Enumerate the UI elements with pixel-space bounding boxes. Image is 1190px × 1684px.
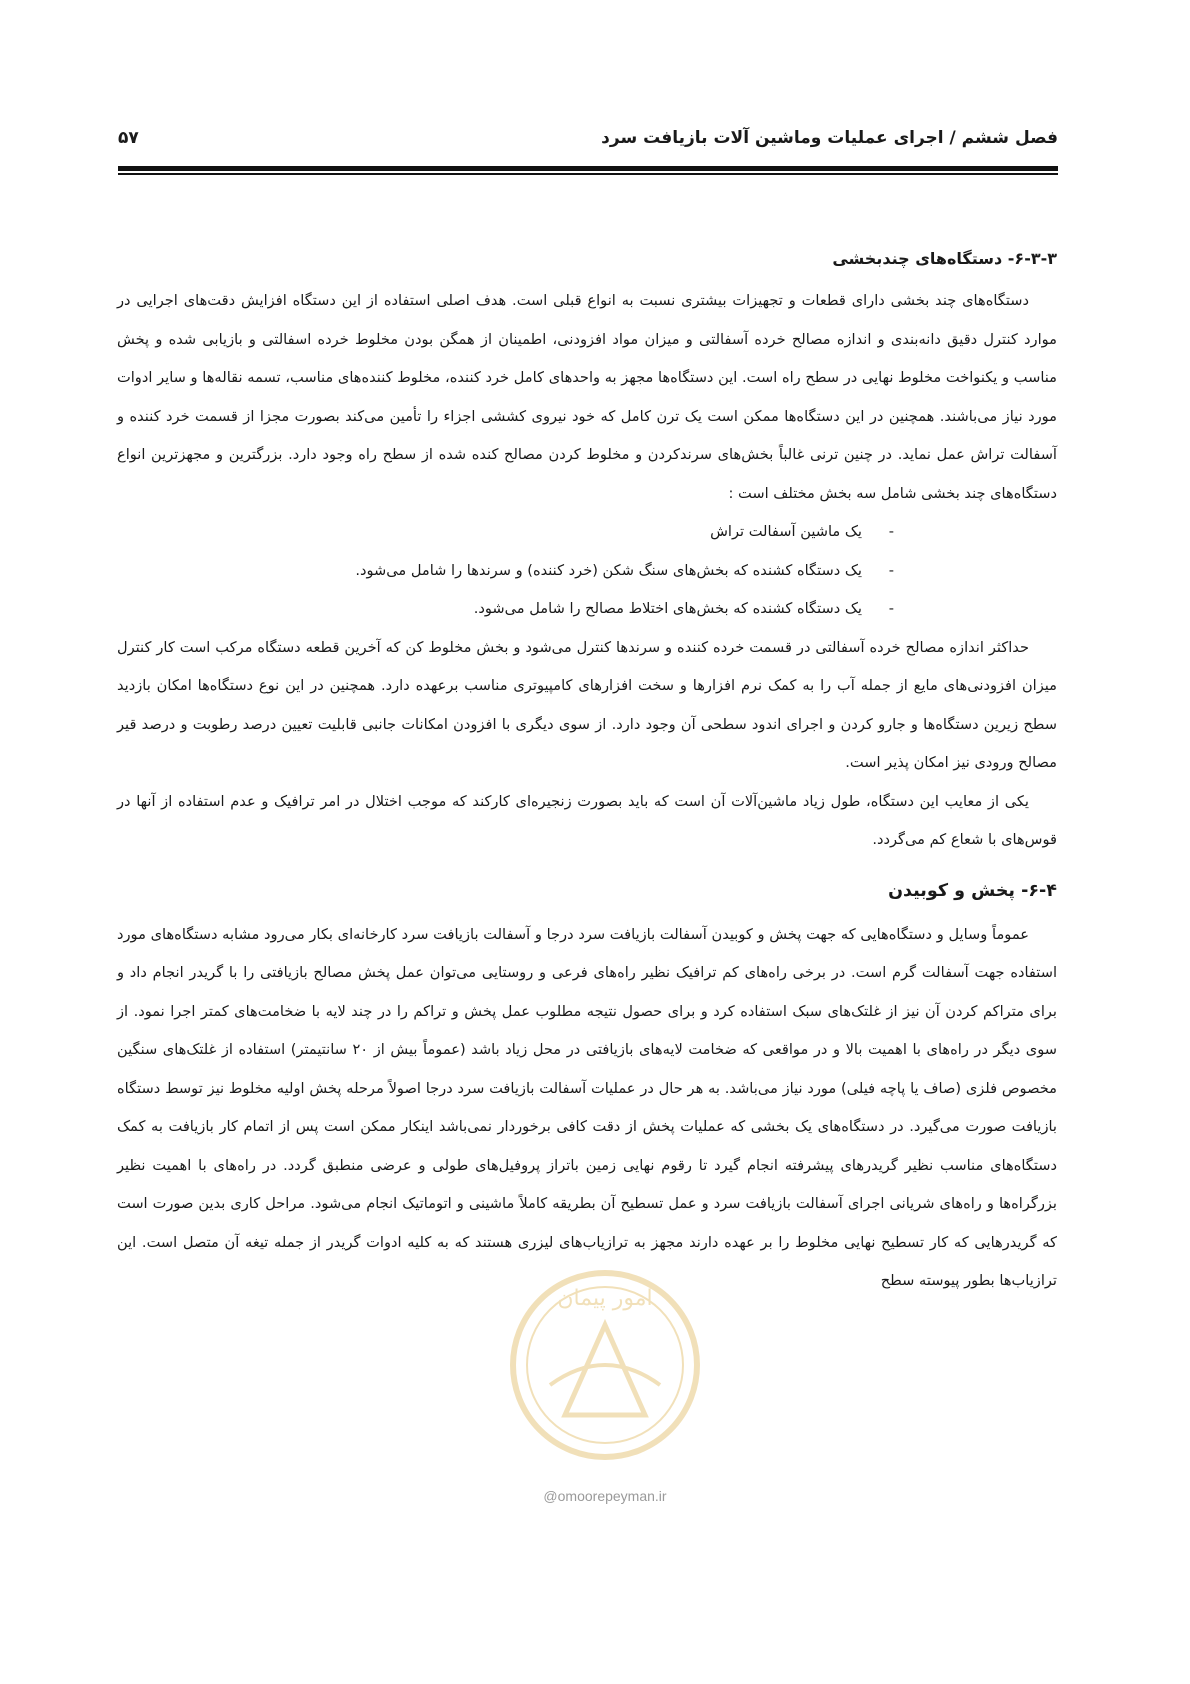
header-rule-thick (118, 166, 1058, 171)
list-item-text: یک دستگاه کشنده که بخش‌های سنگ شکن (خرد کننده) و سرندها را شامل می‌شود. (355, 561, 862, 579)
header-rule-thin (118, 173, 1058, 175)
body-paragraph: یکی از معایب این دستگاه، طول زیاد ماشین‌آلات آن است که باید بصورت زنجیره‌ای کارکند که موجب اختلال در امر ترافیک و عدم استفاده از آنها در قوس‌های با شعاع کم می‌گردد. (117, 792, 1057, 848)
list-item-text: یک ماشین آسفالت تراش (710, 523, 862, 540)
chapter-title: فصل ششم / اجرای عملیات وماشین آلات بازیافت سرد (601, 128, 1058, 148)
watermark-url: @omoorepeyman.ir (543, 1488, 667, 1504)
watermark-logo-text: امور پیمان (557, 1286, 653, 1311)
page-number: ۵۷ (118, 128, 139, 148)
section-heading-spreading: ۶-۴- پخش و کوبیدن (888, 880, 1057, 901)
list-item (117, 552, 1057, 591)
list-dash: - (888, 523, 894, 540)
body-paragraph: حداکثر اندازه مصالح خرده آسفالتی در قسمت خرده کننده و سرندها کنترل می‌شود و بخش مخلوط کن که آخرین قطعه دستگاه مرکب است کار کنترل میزان افزودنی‌های مایع از جمله آب را به کمک نرم افزارها و سخت افزارهای کامپیوتری مناسب برعهده دارد. همچنین در این نوع دستگاه‌ها امکان بازدید سطح زیرین دستگاه‌ها و جارو کردن و اجرای اندود سطحی آن وجود دارد. از سوی دیگری با افزودن امکانات جانبی قابلیت تعیین درصد رطوبت و درصد قیر مصالح ورودی نیز امکان پذیر است. (117, 638, 1057, 771)
section-heading-multi-part: ۶-۳-۳- دستگاه‌های چندبخشی (832, 249, 1057, 268)
page-body (117, 242, 1057, 1301)
body-paragraph: دستگاه‌های چند بخشی دارای قطعات و تجهیزات بیشتری نسبت به انواع قبلی است. هدف اصلی استفاده از این دستگاه افزایش دقت‌های اجرایی در موارد کنترل دقیق دانه‌بندی و اندازه مصالح خرده آسفالتی و میزان مواد افزودنی، اطمینان از همگن بودن مخلوط خرده اسفالتی و بازیابی شده و پخش مناسب و یکنواخت مخلوط نهایی در سطح راه است. این دستگاه‌ها مجهز به واحدهای کامل خرد کننده، مخلوط کننده‌های مناسب، تسمه نقاله‌ها و سایر ادوات مورد نیاز می‌باشند. همچنین در این دستگاه‌ها ممکن است یک ترن کامل که خود نیروی کششی اجزاء را تأمین می‌کند بصورت مجزا از قسمت خرد کننده و آسفالت تراش عمل نماید. در چنین ترنی غالباً بخش‌های سرندکردن و مخلوط کردن مصالح کنده شده از سطح راه وجود دارد. بزرگترین و مجهزترین انواع دستگاه‌های چند بخشی شامل سه بخش مختلف است : (117, 292, 1057, 502)
list-item-text: یک دستگاه کشنده که بخش‌های اختلاط مصالح را شامل می‌شود. (473, 600, 862, 617)
list-dash: - (888, 600, 894, 617)
list-item (117, 513, 1057, 552)
body-paragraph: عموماً وسایل و دستگاه‌هایی که جهت پخش و کوبیدن آسفالت بازیافت سرد درجا و آسفالت بازیافت سرد کارخانه‌ای بکار می‌رود مشابه دستگاه‌های مورد استفاده جهت آسفالت گرم است. در برخی راه‌های کم ترافیک نظیر راه‌های فرعی و روستایی می‌توان عمل پخش مصالح بازیافتی را با گریدر انجام داد و برای متراکم کردن آن نیز از غلتک‌های سبک استفاده کرد و برای حصول نتیجه مطلوب عمل پخش و تراکم را در چند لایه با ضخامت‌های کمتر اجرا نمود. از سوی دیگر در راه‌های با اهمیت بالا و در مواقعی که ضخامت لایه‌های بازیافتی در محل زیاد باشد (عموماً بیش از ۲۰ سانتیمتر) استفاده از غلتک‌های سنگین مخصوص فلزی (صاف یا پاچه فیلی) مورد نیاز می‌باشد. به هر حال در عملیات آسفالت بازیافت سرد درجا اصولاً مرحله پخش اولیه مخلوط نیز توسط دستگاه بازیافت صورت می‌گیرد. در دستگاه‌های یک بخشی که عملیات پخش از دقت کافی برخوردار نمی‌باشد اینکار ممکن است پس از اتمام کار بازیافت به کمک دستگاه‌های مناسب نظیر گریدرهای پیشرفته انجام گیرد تا رقوم نهایی زمین باتراز پروفیل‌های طولی و عرضی منطبق گردد. در راه‌های با اهمیت نظیر بزرگراه‌ها و راه‌های شریانی اجرای آسفالت بازیافت سرد و عمل تسطیح آن بطریقه کاملاً ماشینی و اتوماتیک انجام می‌شود. مراحل کاری بدین صورت است که گریدرهایی که کار تسطیح نهایی مخلوط را بر عهده دارند مجهز به ترازیاب‌های لیزری هستند که به کلیه ادوات گریدر از جمله تیغه آن متصل است. این ترازیاب‌ها بطور پیوسته سطح (117, 925, 1057, 1289)
running-header (118, 128, 1058, 162)
list-item (117, 590, 1057, 629)
list-dash: - (888, 561, 894, 579)
bullet-list (117, 513, 1057, 629)
